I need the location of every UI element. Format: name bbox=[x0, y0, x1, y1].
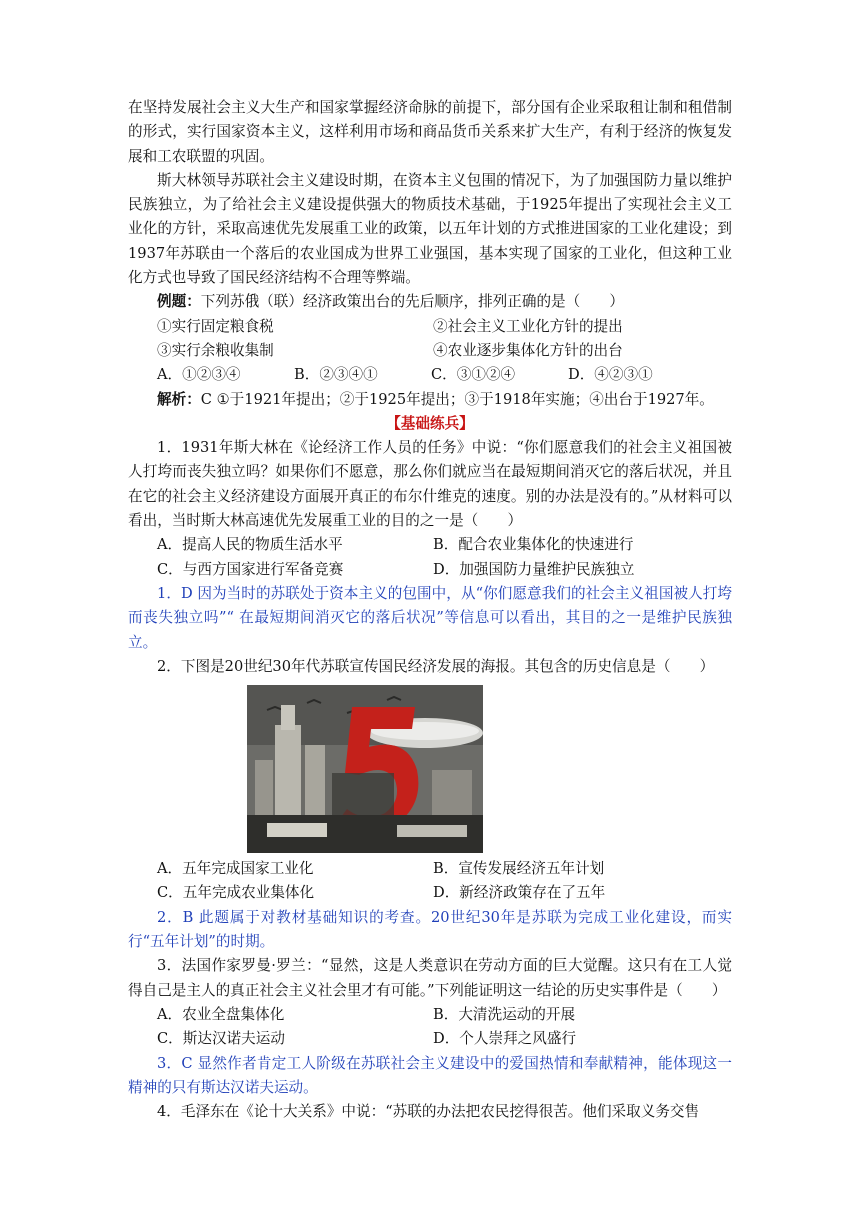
example-items-row-1 bbox=[128, 315, 732, 339]
q1-options-row-1 bbox=[128, 533, 732, 557]
intro-paragraph-2: 斯大林领导苏联社会主义建设时期，在资本主义包围的情况下，为了加强国防力量以维护民族独立，为了给社会主义建设提供强大的物质技术基础，于1925年提出了实现社会主义工业化的方针，采取高速优先发展重工业的政策，以五年计划的方式推进国家的工业化建设；到1937年苏联由一个落后的农业国成为世界工业强国，基本实现了国家的工业化，但这种工业化方式也导致了国民经济结构不合理等弊端。 bbox=[128, 171, 732, 287]
answer-3: 3．C 显然作者肯定工人阶级在苏联社会主义建设中的爱国热情和奉献精神，能体现这一精神的只有斯达汉诺夫运动。 bbox=[128, 1054, 732, 1096]
example-items-row-2 bbox=[128, 339, 732, 363]
example-stem: 下列苏俄（联）经济政策出台的先后顺序，排列正确的是（ ） bbox=[200, 293, 625, 311]
question-4: 4．毛泽东在《论十大关系》中说：“苏联的办法把农民挖得很苦。他们采取义务交售 bbox=[157, 1103, 700, 1121]
question-2: 2．下图是20世纪30年代苏联宣传国民经济发展的海报。其包含的历史信息是（ ） bbox=[157, 657, 715, 675]
analysis-text: C ①于1921年提出；②于1925年提出；③于1918年实施；④出台于1927年。 bbox=[200, 390, 714, 408]
option: D．④②③① bbox=[568, 366, 653, 384]
example-analysis bbox=[128, 388, 732, 412]
option: B．②③④① bbox=[294, 366, 378, 384]
example-item: ④农业逐步集体化方针的出台 bbox=[433, 341, 623, 359]
section-title: 【基础练兵】 bbox=[386, 414, 474, 432]
answer-1: 1．D 因为当时的苏联处于资本主义的包围中，从“你们愿意我们的社会主义祖国被人打垮而丧失独立吗”“ 在最短期间消灭它的落后状况”等信息可以看出，其目的之一是维护民族独立。 bbox=[128, 584, 732, 651]
q3-options-row-2 bbox=[128, 1027, 732, 1051]
example-item: ③实行余粮收集制 bbox=[157, 341, 274, 359]
answer-2: 2．B 此题属于对教材基础知识的考查。20世纪30年是苏联为完成工业化建设，而实行“五年计划”的时期。 bbox=[128, 908, 732, 951]
option: B．配合农业集体化的快速进行 bbox=[433, 536, 634, 554]
option: A．农业全盘集体化 bbox=[157, 1005, 285, 1023]
option: D．加强国防力量维护民族独立 bbox=[433, 560, 635, 578]
example-options-row bbox=[128, 363, 732, 387]
soviet-poster-image bbox=[247, 685, 483, 853]
analysis-label: 解析： bbox=[157, 390, 201, 408]
option: C．③①②④ bbox=[431, 366, 516, 384]
option: C．斯达汉诺夫运动 bbox=[157, 1030, 285, 1048]
example-label: 例题： bbox=[157, 293, 201, 311]
q1-options-row-2 bbox=[128, 558, 732, 582]
example-item: ②社会主义工业化方针的提出 bbox=[433, 317, 623, 335]
option: B．宣传发展经济五年计划 bbox=[433, 860, 605, 878]
document-page bbox=[128, 96, 732, 1124]
option: D．个人崇拜之风盛行 bbox=[433, 1030, 577, 1048]
intro-paragraph-1: 在坚持发展社会主义大生产和国家掌握经济命脉的前提下，部分国有企业采取租让制和租借制的形式，实行国家资本主义，这样利用市场和商品货币关系来扩大生产，有利于经济的恢复发展和工农联盟的巩固。 bbox=[128, 99, 732, 165]
example-item: ①实行固定粮食税 bbox=[157, 317, 274, 335]
option: C．与西方国家进行军备竞赛 bbox=[157, 560, 344, 578]
option: B．大清洗运动的开展 bbox=[433, 1005, 576, 1023]
option: A．提高人民的物质生活水平 bbox=[157, 536, 343, 554]
question-1: 1．1931年斯大林在《论经济工作人员的任务》中说：“你们愿意我们的社会主义祖国被人打垮而丧失独立吗？如果你们不愿意，那么你们就应当在最短期间消灭它的落后状况，并且在它的社会主义经济建设方面展开真正的布尔什维克的速度。别的办法是没有的。”从材料可以看出，当时斯大林高速优先发展重工业的目的之一是（ ） bbox=[128, 439, 732, 530]
q3-options-row-1 bbox=[128, 1003, 732, 1027]
poster-illustration bbox=[247, 685, 483, 853]
example-question bbox=[128, 290, 732, 314]
q2-options-row-2 bbox=[128, 881, 732, 905]
option: C．五年完成农业集体化 bbox=[157, 884, 315, 902]
question-3: 3．法国作家罗曼·罗兰：“显然，这是人类意识在劳动方面的巨大觉醒。这只有在工人觉得自己是主人的真正社会主义社会里才有可能。”下列能证明这一结论的历史实事件是（ ） bbox=[128, 957, 732, 999]
option: A．五年完成国家工业化 bbox=[157, 860, 314, 878]
option: A．①②③④ bbox=[157, 366, 241, 384]
option: D．新经济政策存在了五年 bbox=[433, 884, 606, 902]
q2-options-row-1 bbox=[128, 857, 732, 881]
